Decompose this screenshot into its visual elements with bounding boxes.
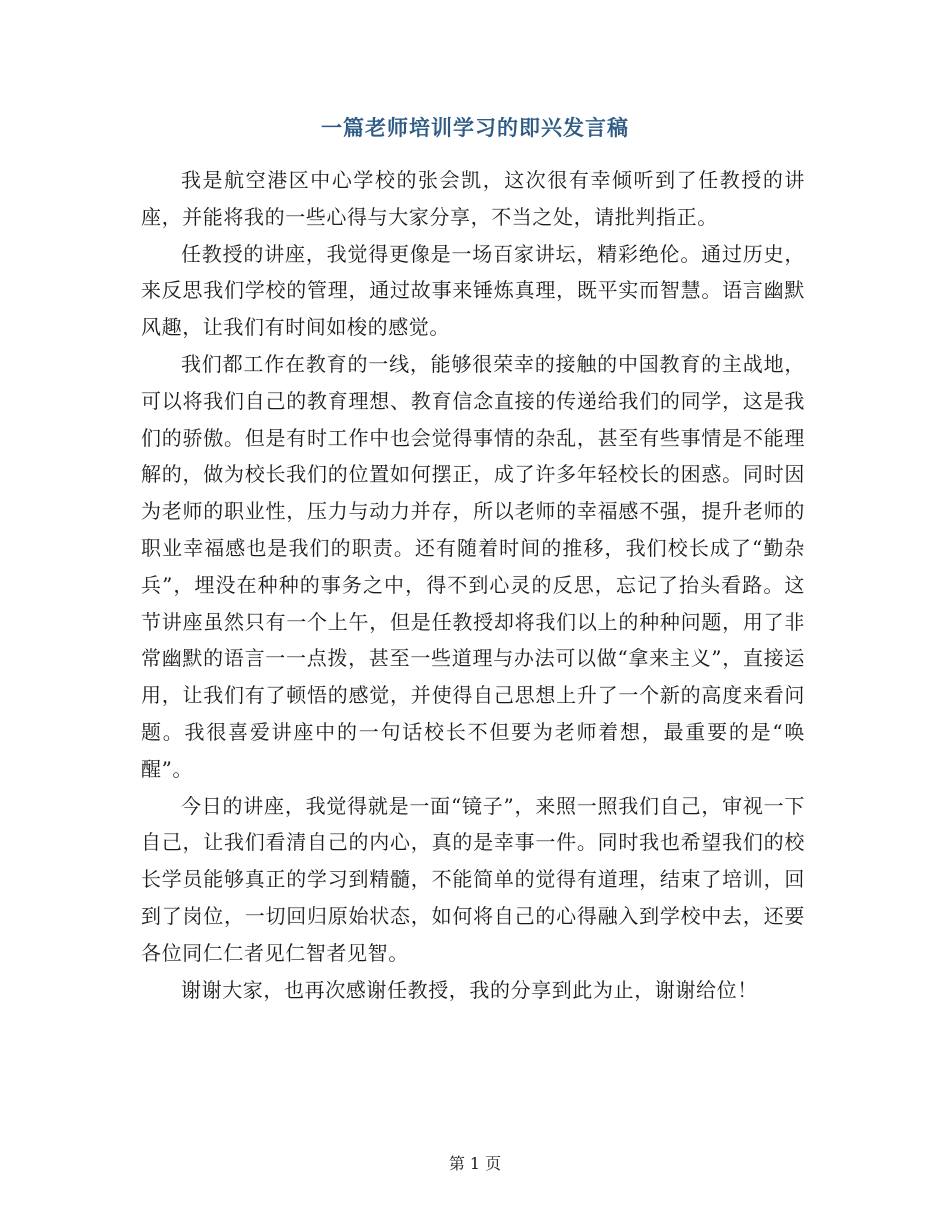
paragraph-4: 今日的讲座，我觉得就是一面“镜子”，来照一照我们自己，审视一下自己，让我们看清自己的内心，真的是幸事一件。同时我也希望我们的校长学员能够真正的学习到精髓，不能简单的觉得有道理，结束了培训，回到了岗位，一切回归原始状态，如何将自己的心得融入到学校中去，还要各位同仁仁者见仁智者见智。	[141, 793, 805, 965]
document-body	[141, 162, 805, 1008]
document-title: 一篇老师培训学习的即兴发言稿	[321, 115, 629, 140]
page-number: 第 1 页	[448, 1154, 502, 1173]
paragraph-1: 我是航空港区中心学校的张会凯，这次很有幸倾听到了任教授的讲座，并能将我的一些心得与大家分享，不当之处，请批判指正。	[141, 168, 805, 229]
paragraph-3: 我们都工作在教育的一线，能够很荣幸的接触的中国教育的主战地，可以将我们自己的教育理想、教育信念直接的传递给我们的同学，这是我们的骄傲。但是有时工作中也会觉得事情的杂乱，甚至有些事情是不能理解的，做为校长我们的位置如何摆正，成了许多年轻校长的困惑。同时因为老师的职业性，压力与动力并存，所以老师的幸福感不强，提升老师的职业幸福感也是我们的职责。还有随着时间的推移，我们校长成了“勤杂兵”，埋没在种种的事务之中，得不到心灵的反思，忘记了抬头看路。这节讲座虽然只有一个上午，但是任教授却将我们以上的种种问题，用了非常幽默的语言一一点拨，甚至一些道理与办法可以做“拿来主义”，直接运用，让我们有了顿悟的感觉，并使得自己思想上升了一个新的高度来看问题。我很喜爱讲座中的一句话校长不但要为老师着想，最重要的是“唤醒”。	[141, 351, 805, 781]
paragraph-2: 任教授的讲座，我觉得更像是一场百家讲坛，精彩绝伦。通过历史，来反思我们学校的管理，通过故事来锤炼真理，既平实而智慧。语言幽默风趣，让我们有时间如梭的感觉。	[141, 241, 805, 340]
paragraph-5: 谢谢大家，也再次感谢任教授，我的分享到此为止，谢谢给位！	[181, 977, 758, 1002]
